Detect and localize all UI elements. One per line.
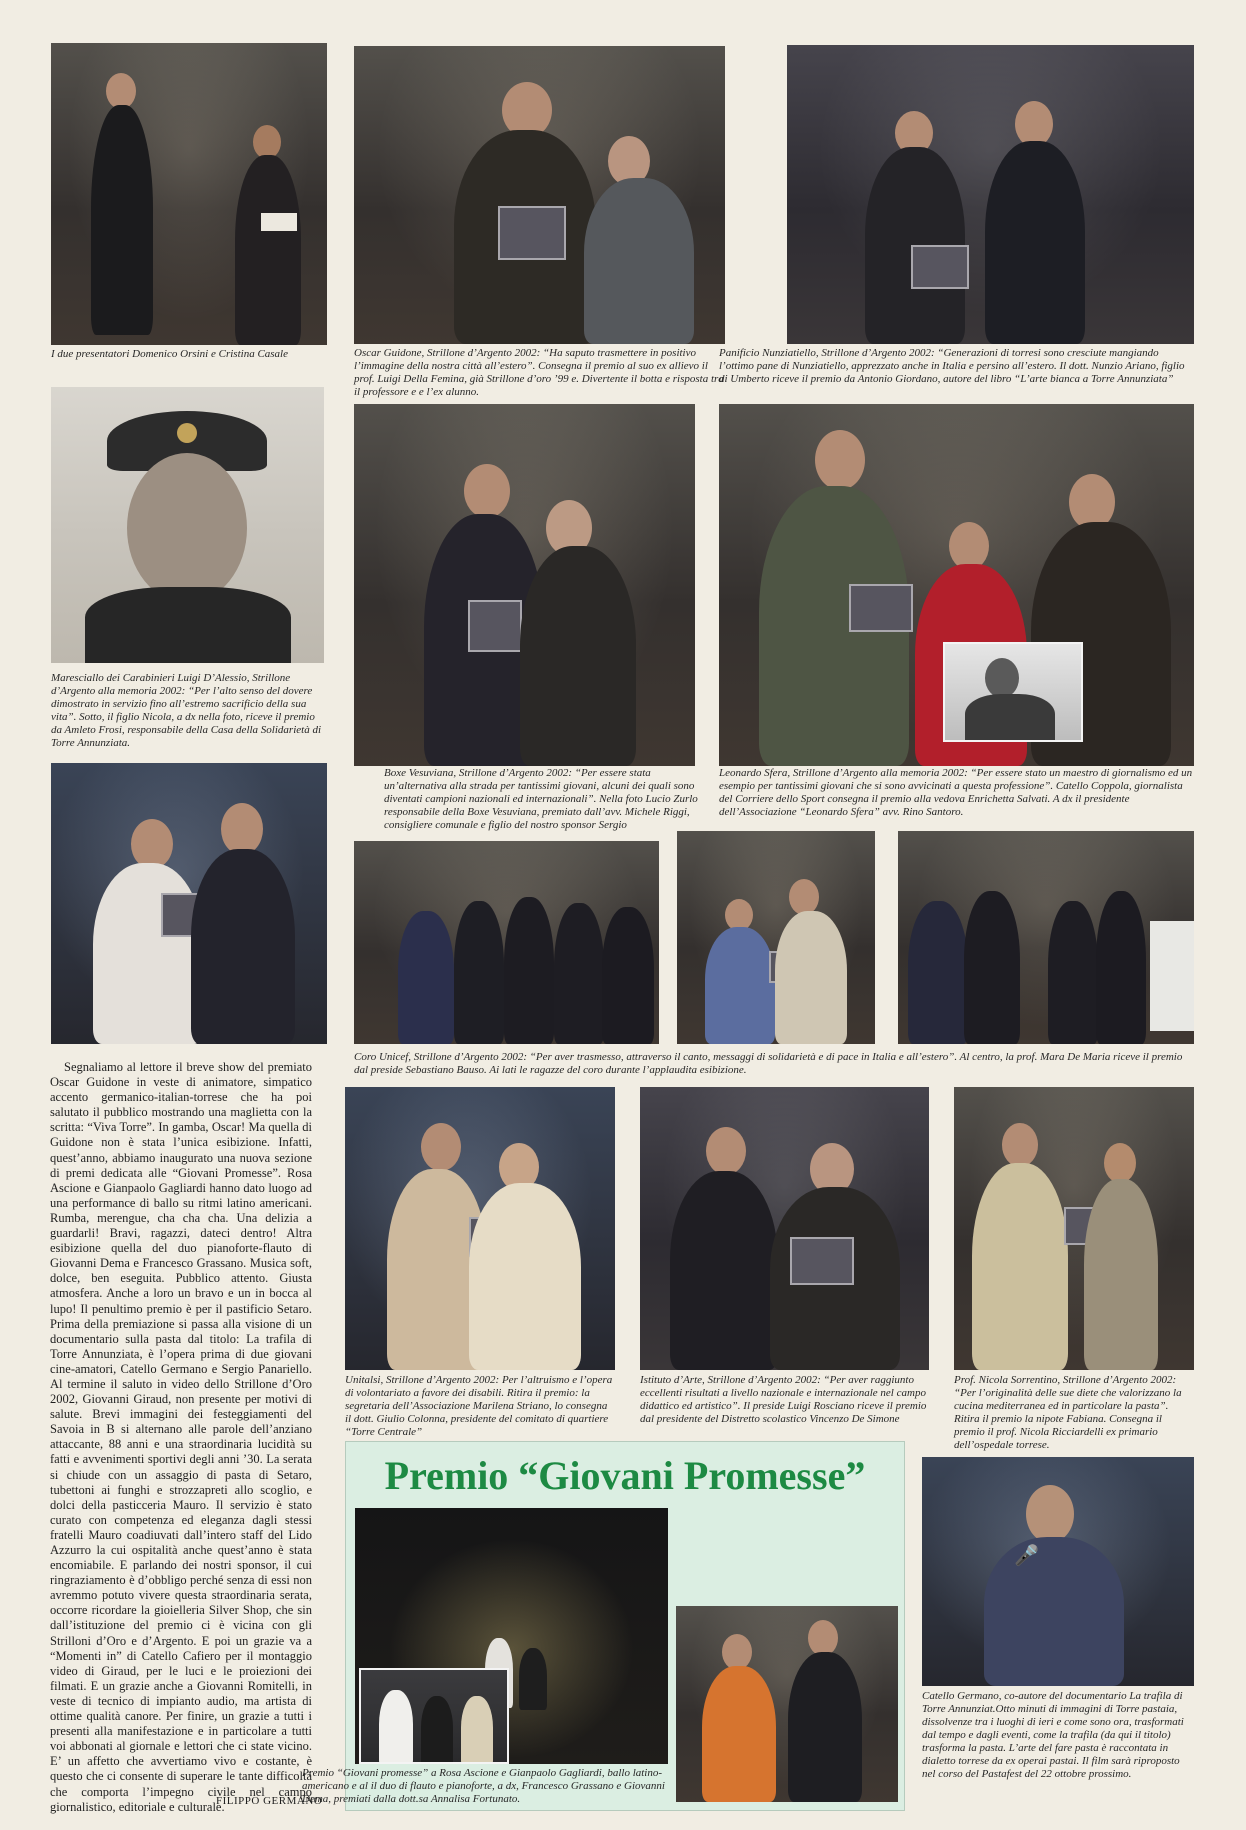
photo-boxe: [354, 404, 695, 766]
caption-boxe: Boxe Vesuviana, Strillone d’Argento 2002: “Per essere stata un’alternativa alla strada per tantissimi giovani, alcuni dei quali sono diventati campioni nazionali ed internazionali”. Nella foto Lucio Zurlo responsabile della Boxe Vesuviana, premiato dall’avv. Michele Riggi, consigliere comunale e figlio del nostro sponsor Sergio: [384, 767, 698, 831]
photo-maresciallo-portrait: [51, 387, 324, 663]
caption-coro: Coro Unicef, Strillone d’Argento 2002: “Per aver trasmesso, attraverso il canto, messaggi di solidarietà e di pace in Italia e all’estero”. Al centro, la prof. Mara De Maria riceve il premio dal preside Sebastiano Bauso. Ai lati le ragazze del coro durante l’applaudita esibizione.: [354, 1051, 1183, 1076]
photo-presenters: [51, 43, 327, 345]
photo-coro-left: [354, 841, 659, 1044]
caption-giovani: Premio “Giovani promesse” a Rosa Ascione e Gianpaolo Gagliardi, ballo latino-americano e al il duo di flauto e pianoforte, a dx, Francesco Grassano e Giovanni Dema, premiati dalla dott.sa Annalisa Fortunato.: [302, 1767, 665, 1805]
photo-sfera-inset-portrait: [943, 642, 1083, 742]
caption-germano: Catello Germano, co-autore del documentario La trafila di Torre Annunziat.Otto minuti di immagini di Torre pastaia, dissolvenze tra i luoghi di ieri e come sono ora, trasformati dal tempo e dagli eventi, come la trafila (da qui il titolo) trasforma la pasta. L’arte del fare pasta è raccontata in dialetto torrese da ex operai pastai. Il film sarà riproposto nel corso del Pastafest del 22 ottobre prossimo.: [922, 1690, 1184, 1780]
giovani-promesse-title: Premio “Giovani Promesse”: [384, 1453, 866, 1498]
photo-dance-inset: [359, 1668, 509, 1764]
caption-panificio: Panificio Nunziatiello, Strillone d’Argento 2002: “Generazioni di torresi sono cresciute mangiando l’ottimo pane di Nunziatiello, apprezzato anche in Italia e persino all’estero. Il dott. Nunzio Ariano, figlio di Umberto riceve il premio da Antonio Giordano, autore del libro “L’arte bianca a Torre Annunziata”: [719, 347, 1185, 385]
caption-sfera: Leonardo Sfera, Strillone d’Argento alla memoria 2002: “Per essere stato un maestro di giornalismo ed un esempio per tantissimi giovani che si sono avvicinati a questa professione”. Catello Coppola, giornalista del Corriere dello Sport consegna il premio alla vedova Enrichetta Salvati. A dx il presidente dell’Associazione “Leonardo Sfera” avv. Rino Santoro.: [719, 767, 1193, 818]
article-text: Segnaliamo al lettore il breve show del premiato Oscar Guidone in veste di animatore, simpatico accento germanico-italian-torrese che ha poi salutato il pubblico mostrando una maglietta con la scritta: “Viva Torre”. In gamba, Oscar! Ma quella di Guidone non è stata l’unica esibizione. Infatti, quest’anno, abbiamo inaugurato una nuova sezione di premi dedicata alle “Giovani Promesse”. Rosa Ascione e Gianpaolo Gagliardi hanno dato luogo ad una performance di ballo su ritmi latino americani. Rumba, merengue, cha cha cha. Una delizia a guardarli! Bravi, ragazzi, dateci dentro! Altra esibizione quella del duo pianoforte-flauto di Giovanni Dema e Francesco Grassano. Musica soft, dolce, ben eseguita. Pubblico attento. Giusta atmosfera. Anche a loro un bravo e un in bocca al lupo! Il penultimo premio è per il pastificio Setaro. Prima della premiazione si passa alla visione di un documentario sulla pasta dal titolo: La trafila di Torre Annunziata, è l’opera prima di due giovani cine-amatori, Catello Germano e Sergio Panariello. Al termine il saluto in video dello Strillone d’Oro 2002, Giovanni Giraud, non presente per motivi di salute. Brevi immagini dei festeggiamenti del Savoia in B si alternano alle parole dell’anziano attaccante, 88 anni e una straordinaria lucidità su fatti e avvenimenti sportivi degli anni ’30. La serata si chiude con un assaggio di pasta di Setaro, tubettoni ai funghi e strozzapreti allo scoglio, e dolci della pasticceria Mauro. Il servizio è stato curato con competenza ed eleganza dagli stessi fratelli Mauro coadiuvati dall’intero staff del Lido Azzurro la cui ospitalità anche quest’anno è stata encomiabile. E parlando dei nostri sponsor, il cui ringraziamento è d’obbligo perché senza di essi non avremmo potuto vivere questa straordinaria serata, occorre ricordare la gioielleria Silver Shop, che sin dall’istituzione del premio ci è vicina con gli Strilloni d’Oro e d’Argento. E poi un grazie va a “Momenti in” di Catello Cafiero per il montaggio video di Giraud, per le luci e le proiezioni dei filmati. E un grazie anche a Giovanni Romitelli, in veste di tecnico di impianto audio, ma artista di ottime qualità canore. Per finire, un grazie a tutti i presenti alla manifestazione e in particolare a tutti voi abbonati al giornale e lettori che ci state vicino. E’ un affetto che avvertiamo vivo e costante, è questo che ci consente di superare le tante difficoltà che comporta l’impegno civile nel campo giornalistico, editoriale e culturale.: [50, 1060, 312, 1814]
photo-coro-center: [677, 831, 875, 1044]
caption-sorrentino: Prof. Nicola Sorrentino, Strillone d’Argento 2002: “Per l’originalità delle sue diete che valorizzano la cucina mediterranea ed in particolare la pasta”. Ritira il premio la nipote Fabiana. Consegna il premio il prof. Nicola Ricciardelli ex primario dell’ospedale torrese.: [954, 1374, 1182, 1451]
photo-coro-right: [898, 831, 1194, 1044]
caption-maresciallo: Maresciallo dei Carabinieri Luigi D’Alessio, Strillone d’Argento alla memoria 2002: “Per l’alto senso del dovere dimostrato in servizio fino all’estremo sacrificio della sua vita”. Sotto, il figlio Nicola, a dx nella foto, riceve il premio da Amleto Frosi, responsabile della Casa della Solidarietà di Torre Annunziata.: [51, 672, 321, 749]
article-signature: FILIPPO GERMANO: [216, 1795, 323, 1807]
photo-germano: [922, 1457, 1194, 1686]
photo-dance-performance: [355, 1508, 668, 1764]
caption-unitalsi: Unitalsi, Strillone d’Argento 2002: Per l’altruismo e l’opera di volontariato a favore dei disabili. Ritira il premio: la segretaria dell’Associazione Marilena Striano, lo consegna il dott. Giulio Colonna, presidente del comitato di quartiere “Torre Centrale”: [345, 1374, 613, 1438]
microphone-icon: 🎤: [1014, 1545, 1039, 1567]
caption-guidone: Oscar Guidone, Strillone d’Argento 2002: “Ha saputo trasmettere in positivo l’immagine della nostra città all’estero”. Consegna il premio al suo ex allievo il prof. Luigi Della Femina, già Strillone d’oro ’99 e. Divertente il botta e risposta tra il professore e e l’ex alunno.: [354, 347, 724, 398]
photo-boxe-award: [51, 763, 327, 1044]
photo-istituto: [640, 1087, 929, 1370]
photo-guidone: [354, 46, 725, 344]
caption-istituto: Istituto d’Arte, Strillone d’Argento 2002: “Per aver raggiunto eccellenti risultati a livello nazionale e internazionale nel campo didattico ed artistico”. Il preside Luigi Rosciano riceve il premio dal presidente del Distretto scolastico Vincenzo De Simone: [640, 1374, 927, 1425]
photo-sorrentino: [954, 1087, 1194, 1370]
giovani-promesse-box: [302, 1441, 905, 1811]
photo-unitalsi: [345, 1087, 615, 1370]
caption-presenters: I due presentatori Domenico Orsini e Cristina Casale: [51, 348, 288, 360]
photo-panificio: [787, 45, 1194, 344]
photo-sfera: [719, 404, 1194, 766]
photo-flute-piano-duo: [676, 1606, 898, 1802]
